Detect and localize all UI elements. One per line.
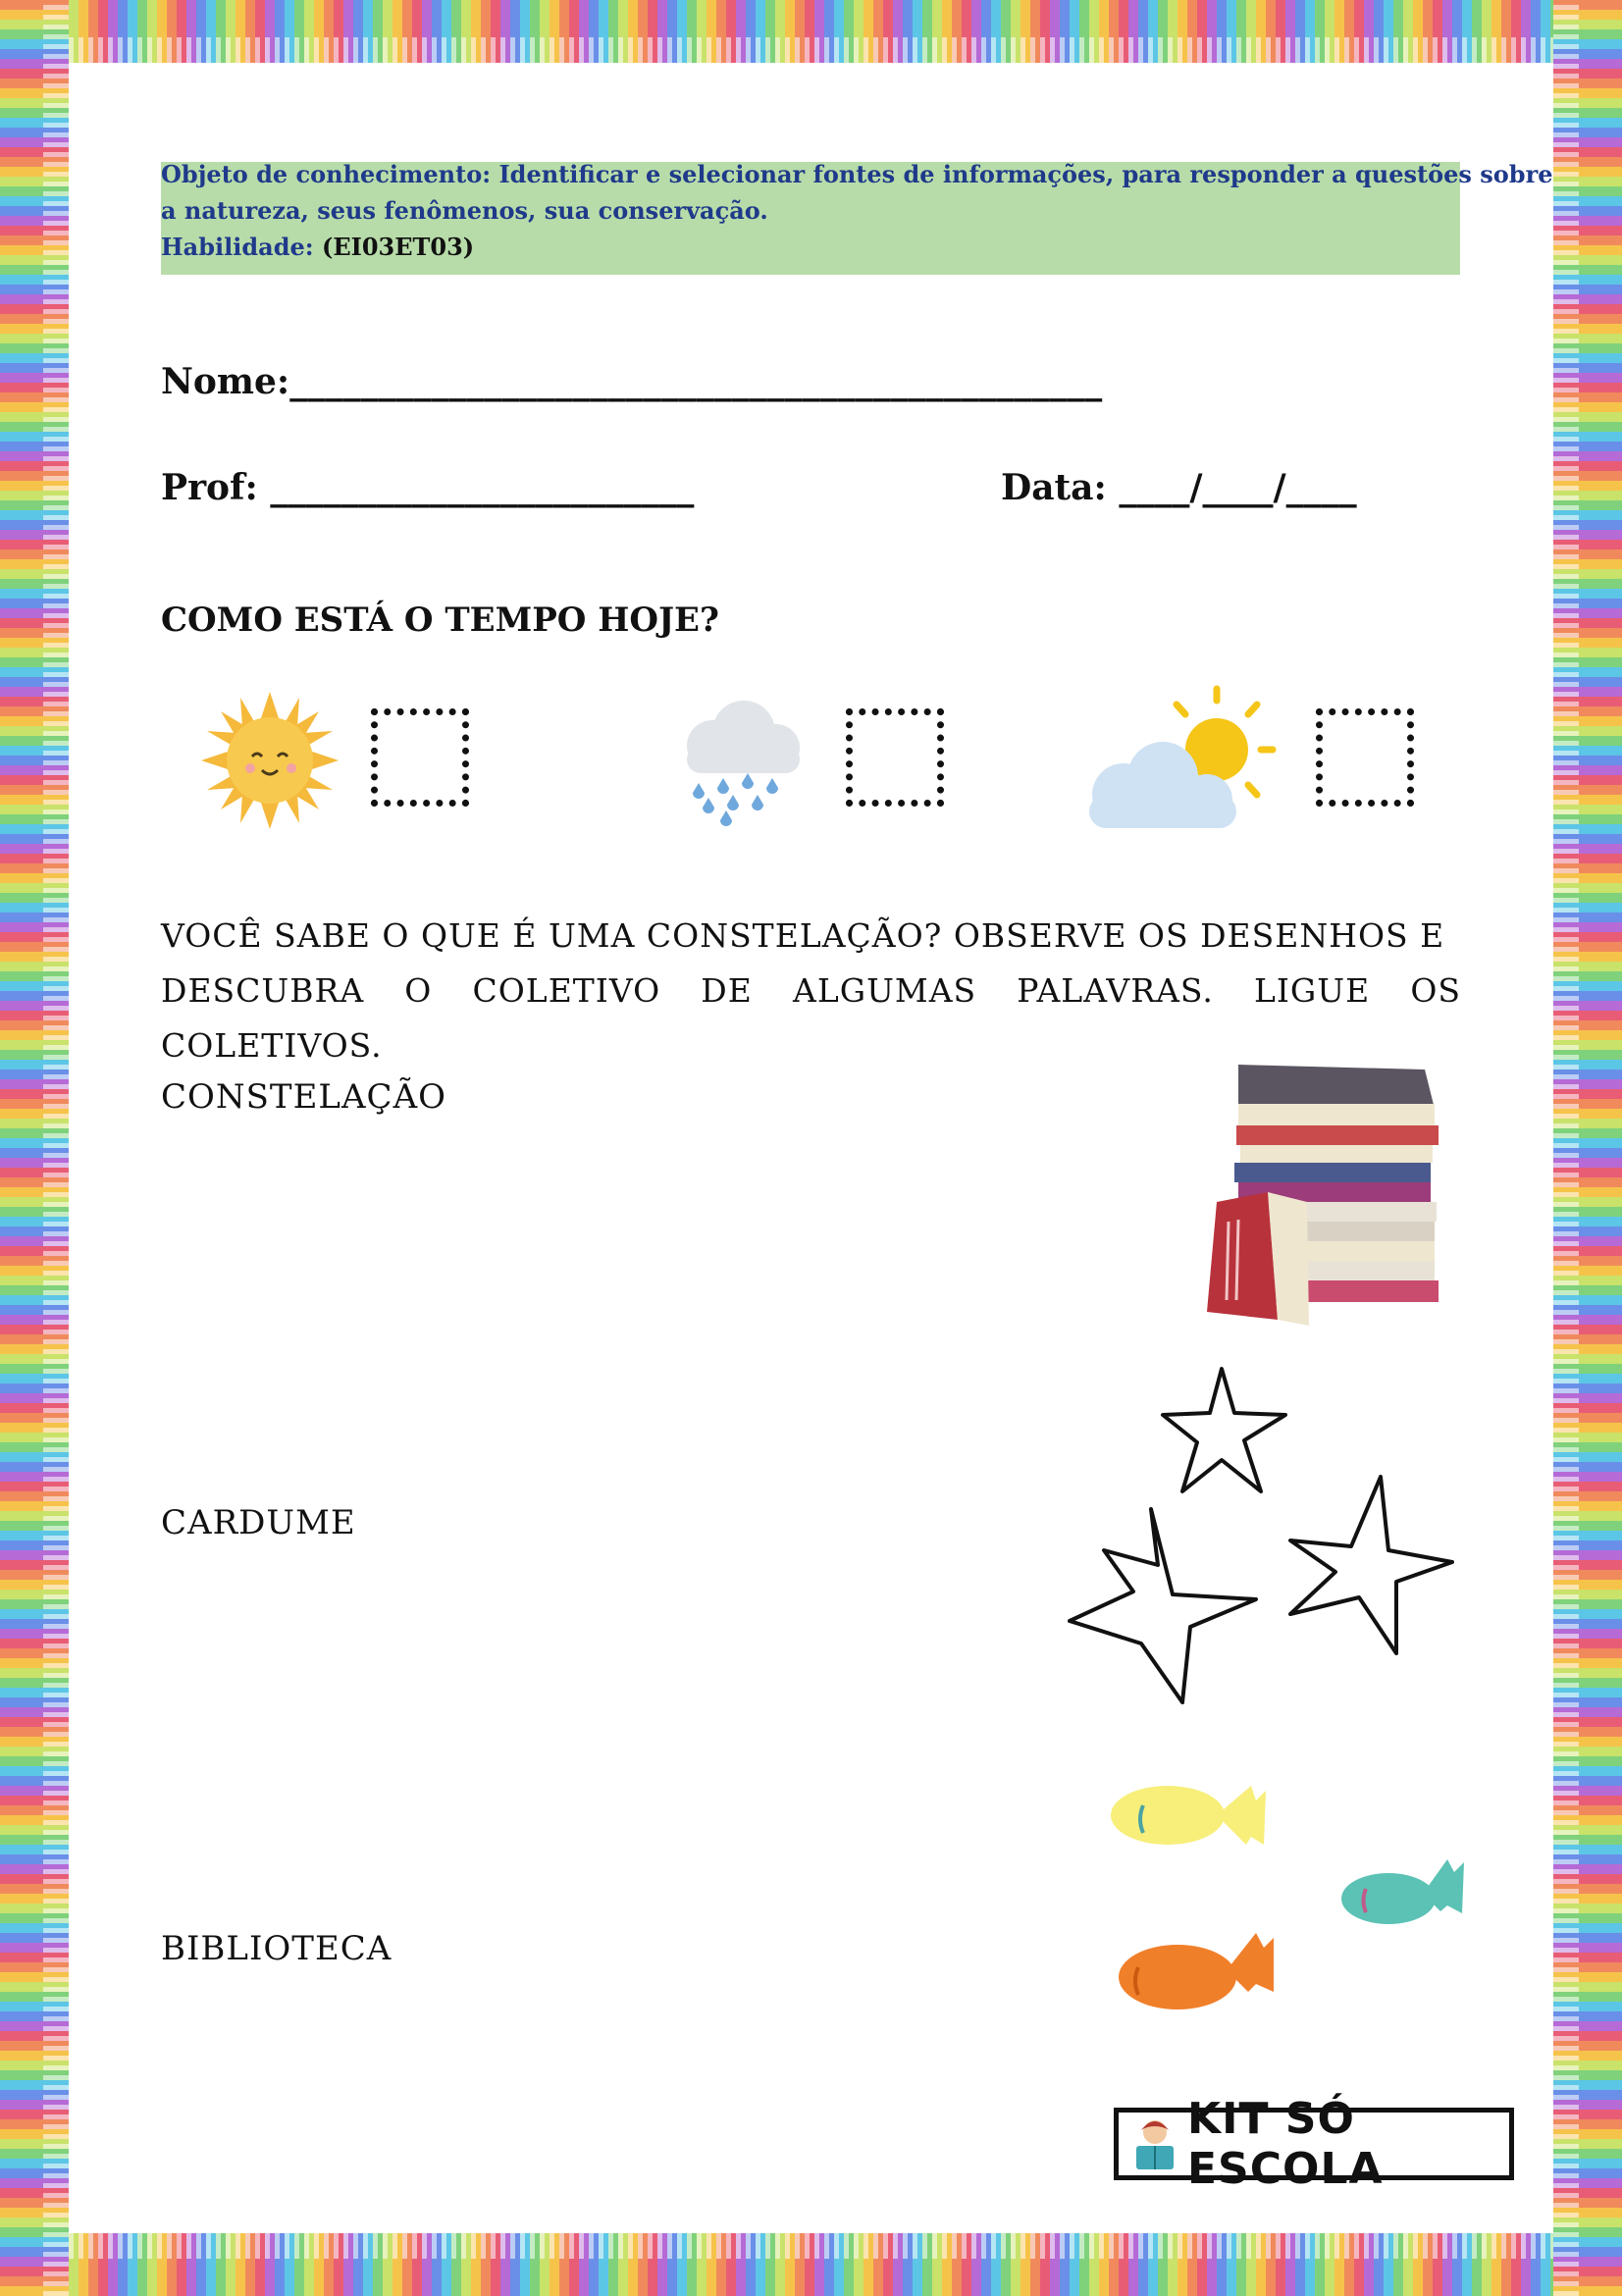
prof-label: Prof: <box>161 467 258 508</box>
name-blank[interactable]: ______________________________________________ <box>289 361 1103 402</box>
word-biblioteca[interactable]: BIBLIOTECA <box>161 1929 392 1968</box>
weather-title: COMO ESTÁ O TEMPO HOJE? <box>161 600 719 640</box>
smiling-sun-icon <box>201 692 339 829</box>
question-line1: VOCÊ SABE O QUE É UMA CONSTELAÇÃO? OBSERVE OS DESENHOS E <box>161 916 1445 955</box>
date-field[interactable] <box>1001 467 1357 508</box>
pencil-border-right <box>1553 0 1622 2296</box>
word-cardume[interactable]: CARDUME <box>161 1503 356 1542</box>
partly-cloudy-checkbox[interactable] <box>1316 708 1414 807</box>
fish-group-icon[interactable] <box>1109 1747 1462 2031</box>
name-label: Nome: <box>161 361 290 402</box>
name-field[interactable] <box>161 361 1102 402</box>
logo-text: KIT SÓ ESCOLA <box>1187 2094 1384 2194</box>
kit-so-escola-logo <box>1114 2094 1514 2194</box>
question-line2: DESCUBRA O COLETIVO DE ALGUMAS PALAVRAS. LIGUE OS COLETIVOS. <box>161 971 1461 1065</box>
rain-cloud-icon <box>673 695 806 827</box>
word-constelacao[interactable]: CONSTELAÇÃO <box>161 1077 447 1117</box>
objective-text-line1: Objeto de conhecimento: Identificar e selecionar fontes de informações, para responder a questões sobre <box>161 160 1553 188</box>
pencil-border-bottom <box>0 2233 1622 2296</box>
pencil-border-left <box>0 0 69 2296</box>
skill-code: (EI03ET03) <box>321 233 475 261</box>
skill-line <box>161 233 474 261</box>
date-blank[interactable]: ____/____/____ <box>1119 467 1357 508</box>
skill-label: Habilidade: <box>161 233 314 261</box>
stars-icon[interactable] <box>1065 1364 1457 1707</box>
book-stack-icon[interactable] <box>1199 1055 1454 1330</box>
sun-behind-cloud-icon <box>1079 687 1276 834</box>
reading-child-icon <box>1130 2116 1179 2171</box>
objective-text-line2: a natureza, seus fenômenos, sua conservação. <box>161 196 768 225</box>
sunny-checkbox[interactable] <box>371 708 469 807</box>
prof-field[interactable] <box>161 467 694 508</box>
rainy-checkbox[interactable] <box>846 708 944 807</box>
pencil-border-top <box>0 0 1622 63</box>
prof-blank[interactable]: ________________________ <box>270 467 695 508</box>
date-label: Data: <box>1001 467 1107 508</box>
